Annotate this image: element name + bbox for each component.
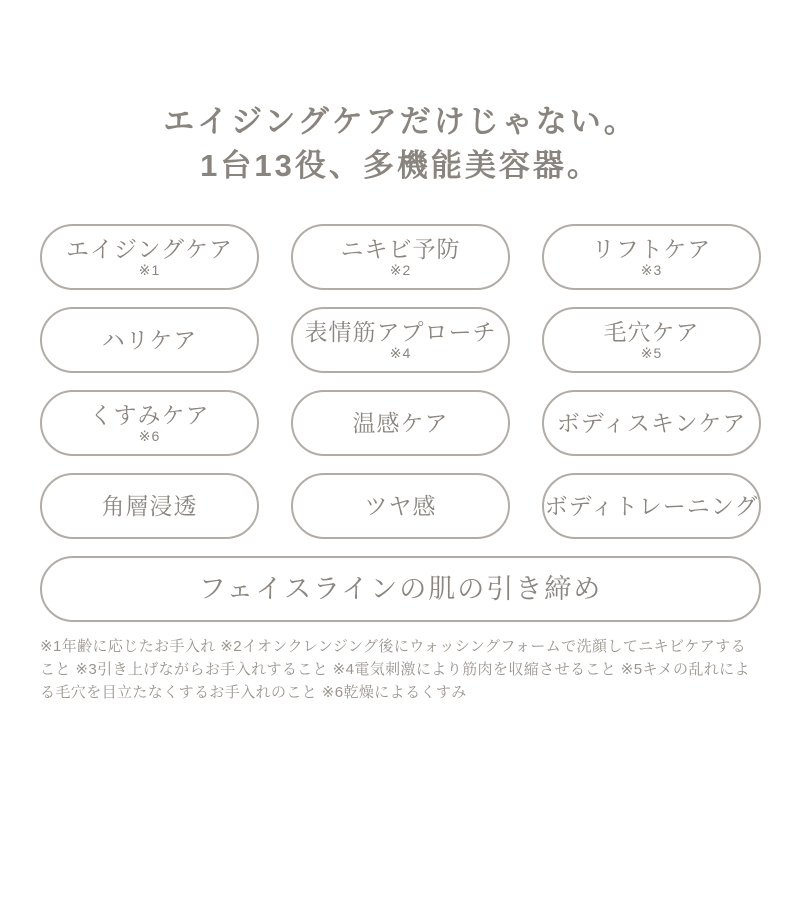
footnotes: ※1年齢に応じたお手入れ ※2イオンクレンジング後にウォッシングフォームで洗顔してニキビケアすること ※3引き上げながらお手入れすること ※4電気刺激により筋肉を収縮させること ※5キメの乱れによる毛穴を目立たなくするお手入れのこと ※6乾燥によるくすみ [40,638,750,701]
feature-label: ツヤ感 [364,493,437,519]
feature-label: ボディスキンケア [556,410,747,436]
feature-label: フェイスラインの肌の引き締め [198,574,603,604]
feature-note: ※2 [389,262,412,278]
feature-pill-aging-care [40,224,259,290]
feature-note: ※5 [640,345,663,361]
feature-grid [40,224,761,622]
feature-label: 表情筋アプローチ [304,319,497,345]
feature-pill-lift-care [542,224,761,290]
feature-label: 角層浸透 [101,493,198,519]
feature-label: 毛穴ケア [603,319,700,345]
feature-label: くすみケア [89,402,210,428]
feature-pill-warmth-care [291,390,510,456]
feature-label: ニキビ予防 [340,236,461,262]
feature-pill-firmness-care [40,307,259,373]
page-title-line1: エイジングケアだけじゃない。 [163,104,638,139]
feature-pill-facial-muscle-approach [291,307,510,373]
feature-pill-glow [291,473,510,539]
feature-note: ※3 [640,262,663,278]
feature-label: リフトケア [591,236,712,262]
feature-label: ハリケア [101,327,198,353]
feature-pill-body-skin-care [542,390,761,456]
feature-pill-body-training [542,473,761,539]
feature-label: ボディトレーニング [544,493,759,519]
feature-note: ※4 [389,345,412,361]
feature-pill-acne-prevention [291,224,510,290]
feature-pill-pore-care [542,307,761,373]
page-title-line2: 1台13役、多機能美容器。 [200,148,601,183]
feature-pill-dullness-care [40,390,259,456]
page-title [40,100,761,188]
feature-note: ※6 [138,428,161,444]
feature-pill-stratum-corneum-penetration [40,473,259,539]
feature-label: エイジングケア [66,236,233,262]
feature-pill-face-line-tightening [40,556,761,622]
product-feature-banner [0,100,801,900]
feature-note: ※1 [138,262,161,278]
feature-label: 温感ケア [352,410,449,436]
